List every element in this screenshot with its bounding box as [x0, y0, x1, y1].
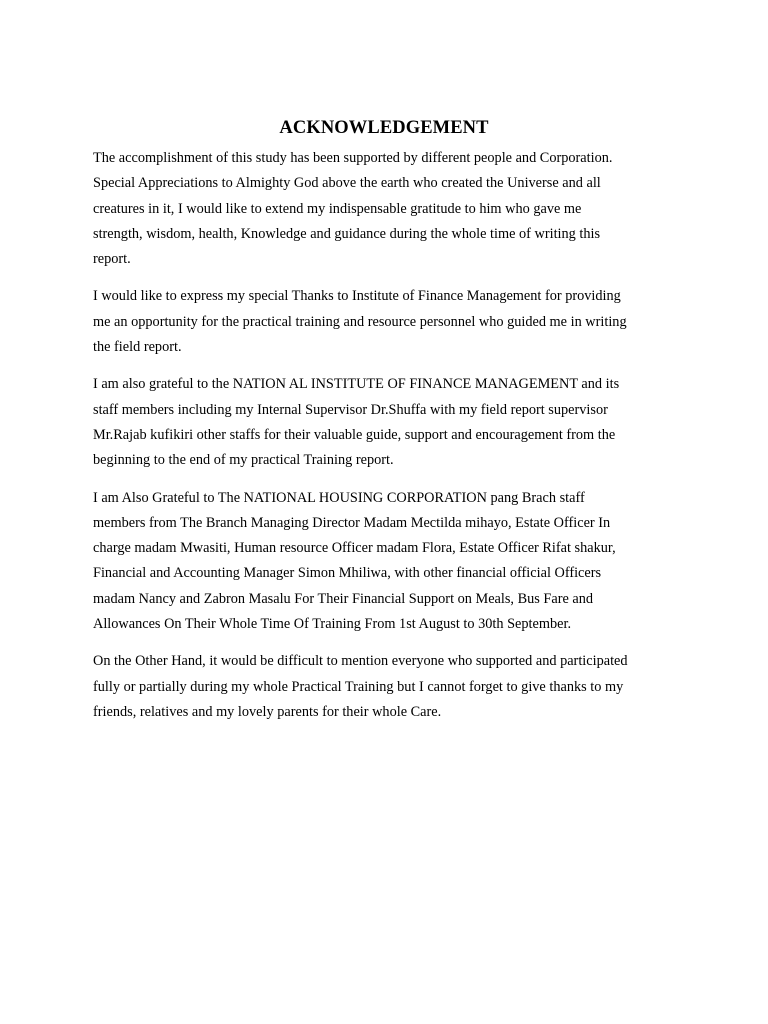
paragraph-line: report.	[93, 251, 131, 268]
paragraph-1	[93, 146, 679, 272]
paragraph-line: Allowances On Their Whole Time Of Training From 1st August to 30th September.	[93, 616, 572, 633]
paragraph-line: staff members including my Internal Supervisor Dr.Shuffa with my field report supervisor	[93, 401, 608, 418]
paragraph-line: I am Also Grateful to The NATIONAL HOUSING CORPORATION pang Brach staff	[93, 489, 585, 506]
page-title: ACKNOWLEDGEMENT	[279, 118, 489, 138]
paragraph-line: members from The Branch Managing Director Madam Mectilda mihayo, Estate Officer In	[93, 514, 611, 531]
paragraph-line: me an opportunity for the practical training and resource personnel who guided me in writing	[93, 313, 627, 330]
paragraph-line: The accomplishment of this study has been supported by different people and Corporation.	[93, 150, 613, 166]
paragraph-line: Mr.Rajab kufikiri other staffs for their valuable guide, support and encouragement from the	[93, 426, 616, 443]
paragraph-line: I would like to express my special Thanks to Institute of Finance Management for providing	[93, 288, 621, 305]
paragraph-5	[93, 649, 679, 725]
paragraph-line: Special Appreciations to Almighty God above the earth who created the Universe and all	[93, 175, 601, 192]
paragraph-line: charge madam Mwasiti, Human resource Officer madam Flora, Estate Officer Rifat shakur,	[93, 540, 616, 557]
paragraph-line: Financial and Accounting Manager Simon Mhiliwa, with other financial official Officers	[93, 565, 602, 582]
paragraph-line: the field report.	[93, 339, 182, 356]
paragraph-line: I am also grateful to the NATION AL INSTITUTE OF FINANCE MANAGEMENT and its	[93, 376, 620, 393]
paragraph-line: creatures in it, I would like to extend my indispensable gratitude to him who gave me	[93, 200, 582, 217]
paragraph-line: madam Nancy and Zabron Masalu For Their Financial Support on Meals, Bus Fare and	[93, 590, 594, 607]
paragraph-4	[93, 486, 679, 638]
paragraph-line: fully or partially during my whole Practical Training but I cannot forget to give thanks to my	[93, 678, 624, 695]
paragraph-2	[93, 284, 679, 360]
paragraph-line: On the Other Hand, it would be difficult to mention everyone who supported and participated	[93, 653, 628, 670]
paragraph-line: friends, relatives and my lovely parents for their whole Care.	[93, 703, 442, 720]
paragraph-line: strength, wisdom, health, Knowledge and guidance during the whole time of writing this	[93, 225, 601, 242]
document-body	[93, 146, 679, 737]
paragraph-line: beginning to the end of my practical Training report.	[93, 452, 394, 469]
paragraph-3	[93, 372, 679, 473]
